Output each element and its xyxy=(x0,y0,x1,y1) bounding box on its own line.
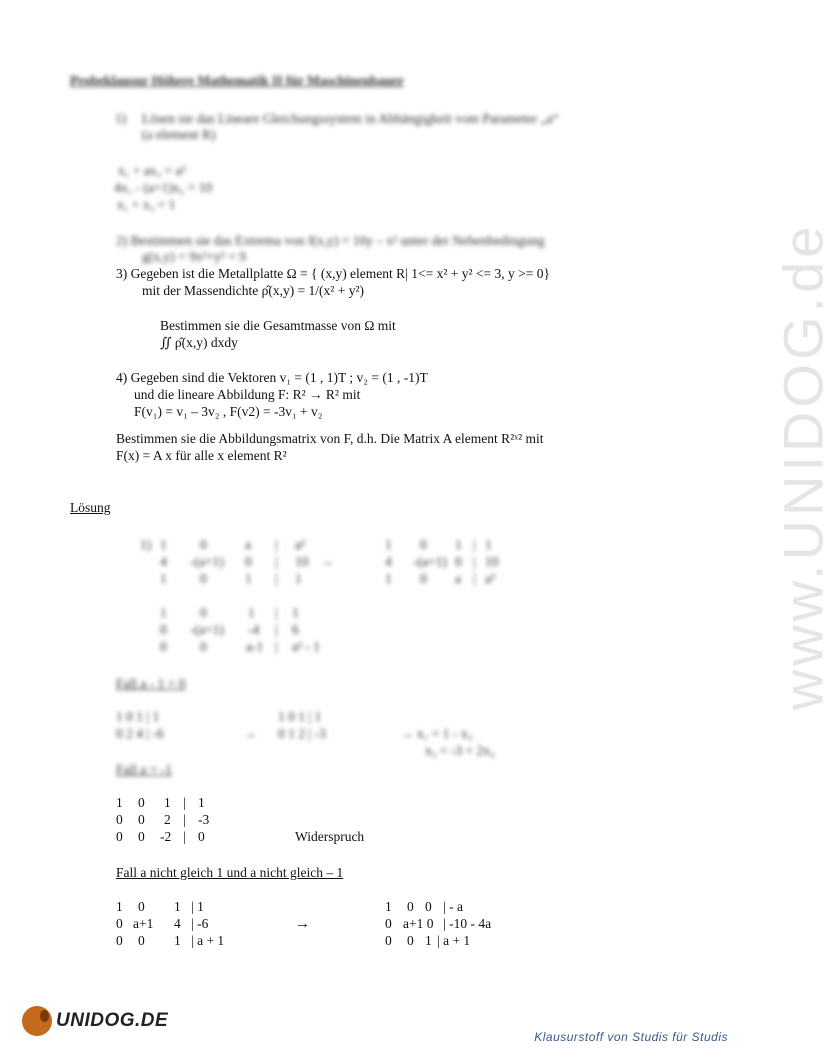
case2-title: Fall a = -1 xyxy=(116,762,172,777)
unidog-logo[interactable] xyxy=(22,1006,168,1036)
equation-2: 4x₁ - (a+1)x₂ = 10 xyxy=(114,180,213,195)
solution-heading: Lösung xyxy=(70,500,111,515)
case3-title: Fall a nicht gleich 1 und a nicht gleich – 1 xyxy=(116,865,344,880)
dog-icon xyxy=(22,1006,52,1036)
matrix-2: 1 0 1 | 1 4 -(a+1) 0 | 10 1 0 a | a² xyxy=(385,537,499,586)
task1-number: 1) xyxy=(115,111,127,126)
matrix-1: 1 0 a | a² 4 -(a+1) 0 | 10 1 0 1 | 1 xyxy=(160,537,309,586)
case3-right-matrix: 1 0 0 | - a 0 a+1 0 | -10 - 4a 0 0 1 | a + 1 xyxy=(385,899,492,948)
logo-text: UNIDOG.DE xyxy=(56,1009,169,1031)
matrix1-label: 1) xyxy=(140,537,152,552)
arrow: → xyxy=(320,554,334,569)
page-title: Probeklausur Höhere Mathematik II für Maschinenbauer xyxy=(70,73,404,88)
case1-right-row1: 1 0 1 | 1 xyxy=(278,709,322,724)
task2-text-2: g(x,y) = 9x²+y² = 9 xyxy=(142,249,247,264)
case1-left-row2: 0 2 4 | -6 xyxy=(116,726,164,741)
case3-arrow: → xyxy=(295,916,310,932)
task1-text: Lösen sie das Lineare Gleichungssystem in Abhängigkeit vom Parameter „a“ xyxy=(142,111,559,126)
case1-result-2: x₂ = -3 + 2x₃ xyxy=(425,743,495,758)
task3-integral: ∬ ρ̂(x,y) dxdy xyxy=(160,335,238,350)
task4-text-3: F(v₁) = v₁ – 3v₂ , F(v2) = -3v₁ + v₂ xyxy=(134,404,323,419)
task4-text: 4) Gegeben sind die Vektoren v₁ = (1 , 1)T ; v₂ = (1 , -1)T xyxy=(116,370,428,385)
case1-left-row1: 1 0 1 | 1 xyxy=(116,709,160,724)
case2-matrix: 1 0 1 | 1 0 0 2 | -3 0 0 -2 | 0 xyxy=(116,795,210,844)
task4-text-5: F(x) = A x für alle x element R² xyxy=(116,448,287,463)
task4-text-2: und die lineare Abbildung F: R² → R² mit xyxy=(134,387,361,402)
watermark-text: www.UNIDOG.de xyxy=(771,222,835,711)
case1-result-1: → x₁ = 1 - x₃ xyxy=(400,726,473,741)
equation-3: x₁ + x₃ = 1 xyxy=(117,197,176,212)
matrix-3: 1 0 1 | 1 0 -(a+1) -4 | 6 0 0 a-1 | a² - 1 xyxy=(160,605,321,654)
task3-text-3: Bestimmen sie die Gesamtmasse von Ω mit xyxy=(160,318,396,333)
task3-text: 3) Gegeben ist die Metallplatte Ω = { (x,y) element R| 1<= x² + y² <= 3, y >= 0} xyxy=(116,266,550,281)
task4-text-4: Bestimmen sie die Abbildungsmatrix von F, d.h. Die Matrix A element R²ˣ² mit xyxy=(116,431,544,446)
task2-text: 2) Bestimmen sie das Extrema von f(x,y) = 10y – x² unter der Nebenbedingung xyxy=(116,233,545,248)
case1-arrow: → xyxy=(243,726,257,741)
case1-right-row2: 0 1 2 | -3 xyxy=(278,726,326,741)
case1-title: Fall a - 1 = 0 xyxy=(116,676,186,691)
footer-tagline: Klausurstoff von Studis für Studis xyxy=(534,1030,728,1044)
task3-text-2: mit der Massendichte ρ̂(x,y) = 1/(x² + y²) xyxy=(142,283,365,298)
case3-left-matrix: 1 0 1 | 1 0 a+1 4 | -6 0 0 1 | a + 1 xyxy=(116,899,225,948)
task1-text-2: (a element R) xyxy=(142,127,216,142)
contradiction-label: Widerspruch xyxy=(295,829,365,844)
equation-1: x₁ + ax₃ = a² xyxy=(118,163,186,178)
